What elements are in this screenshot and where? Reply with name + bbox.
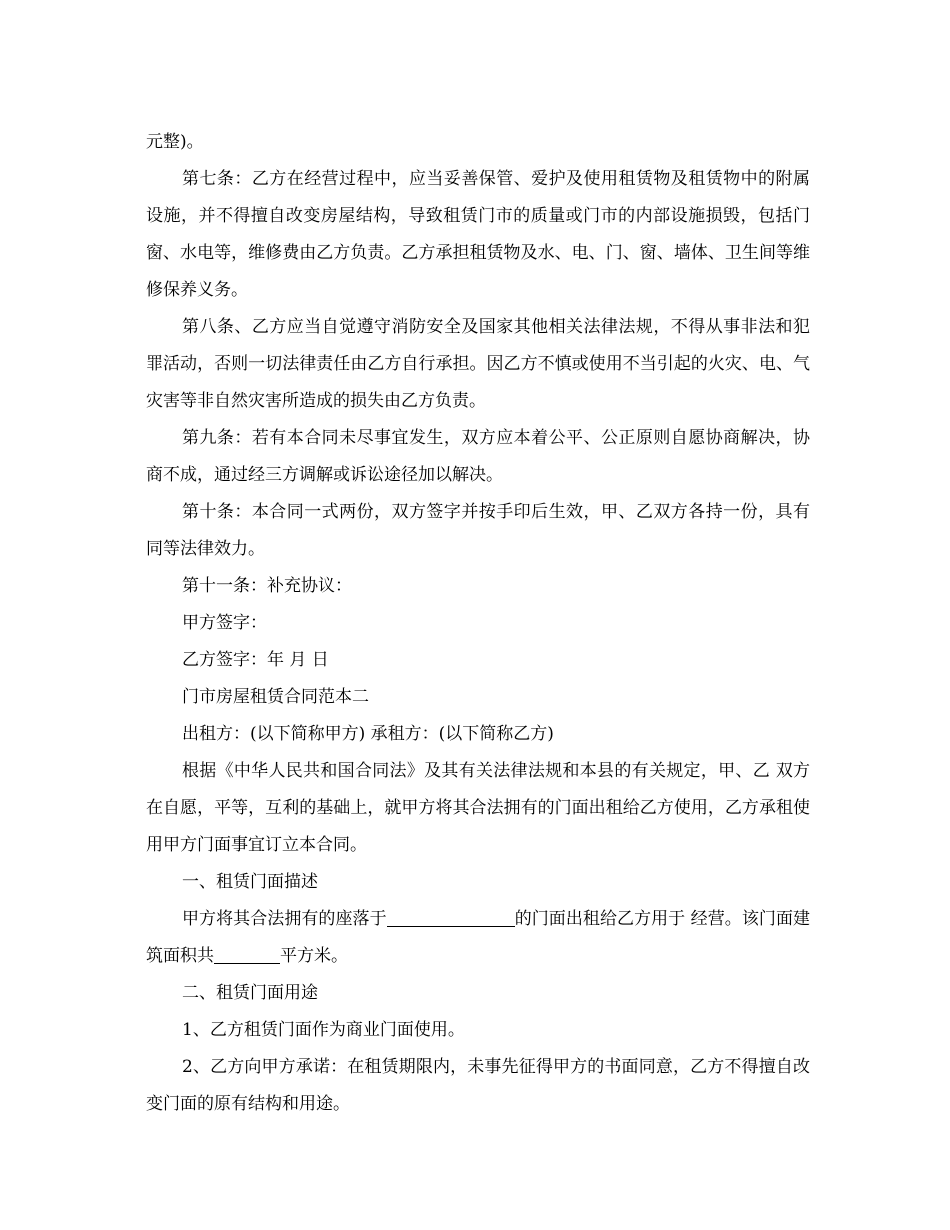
area-blank-line [214, 941, 280, 964]
paragraph-preamble: 根据《中华人民共和国合同法》及其有关法律法规和本县的有关规定，甲、乙 双方在自愿，平等，互利的基础上，就甲方将其合法拥有的门面出租给乙方使用，乙方承租使用甲方门面事宜订立本合同。 [146, 761, 810, 855]
paragraph-premises-location [146, 901, 810, 975]
paragraph-article-7: 第七条：乙方在经营过程中，应当妥善保管、爱护及使用租赁物及租赁物中的附属设施，并不得擅自改变房屋结构，导致租赁门市的质量或门市的内部设施损毁，包括门窗、水电等，维修费由乙方负责。乙方承担租赁物及水、电、门、窗、墙体、卫生间等维修保养义务。 [146, 169, 810, 300]
signature-party-b-date: 乙方签字：年 月 日 [182, 650, 329, 670]
section-title-template-2: 门市房屋租赁合同范本二 [182, 687, 369, 707]
paragraph-article-11: 第十一条：补充协议： [182, 576, 352, 596]
location-blank-line [387, 904, 515, 927]
paragraph-article-9: 第九条：若有本合同未尽事宜发生，双方应本着公平、公正原则自愿协商解决，协商不成，通过经三方调解或诉讼途径加以解决。 [146, 428, 810, 485]
parties-line: 出租方：(以下简称甲方) 承租方：(以下简称乙方) [182, 724, 554, 744]
document-body [146, 124, 810, 1123]
paragraph-continuation: 元整)。 [146, 132, 204, 152]
heading-premises-use: 二、租赁门面用途 [182, 983, 318, 1003]
heading-premises-description: 一、租赁门面描述 [182, 872, 318, 892]
location-text-start: 甲方将其合法拥有的座落于 [182, 909, 387, 929]
paragraph-use-1: 1、乙方租赁门面作为商业门面使用。 [182, 1020, 465, 1040]
paragraph-article-10: 第十条：本合同一式两份，双方签字并按手印后生效，甲、乙双方各持一份，具有同等法律效力。 [146, 502, 810, 559]
location-text-end: 平方米。 [280, 946, 348, 966]
paragraph-use-2: 2、乙方向甲方承诺：在租赁期限内，未事先征得甲方的书面同意，乙方不得擅自改变门面的原有结构和用途。 [146, 1057, 810, 1114]
paragraph-article-8: 第八条、乙方应当自觉遵守消防安全及国家其他相关法律法规，不得从事非法和犯罪活动，否则一切法律责任由乙方自行承担。因乙方不慎或使用不当引起的火灾、电、气灾害等非自然灾害所造成的损失由乙方负责。 [146, 317, 810, 411]
signature-party-a: 甲方签字： [182, 613, 267, 633]
location-text-middle: 的门面出租给乙方用于 经营。该门面建筑面积共 [146, 909, 810, 966]
